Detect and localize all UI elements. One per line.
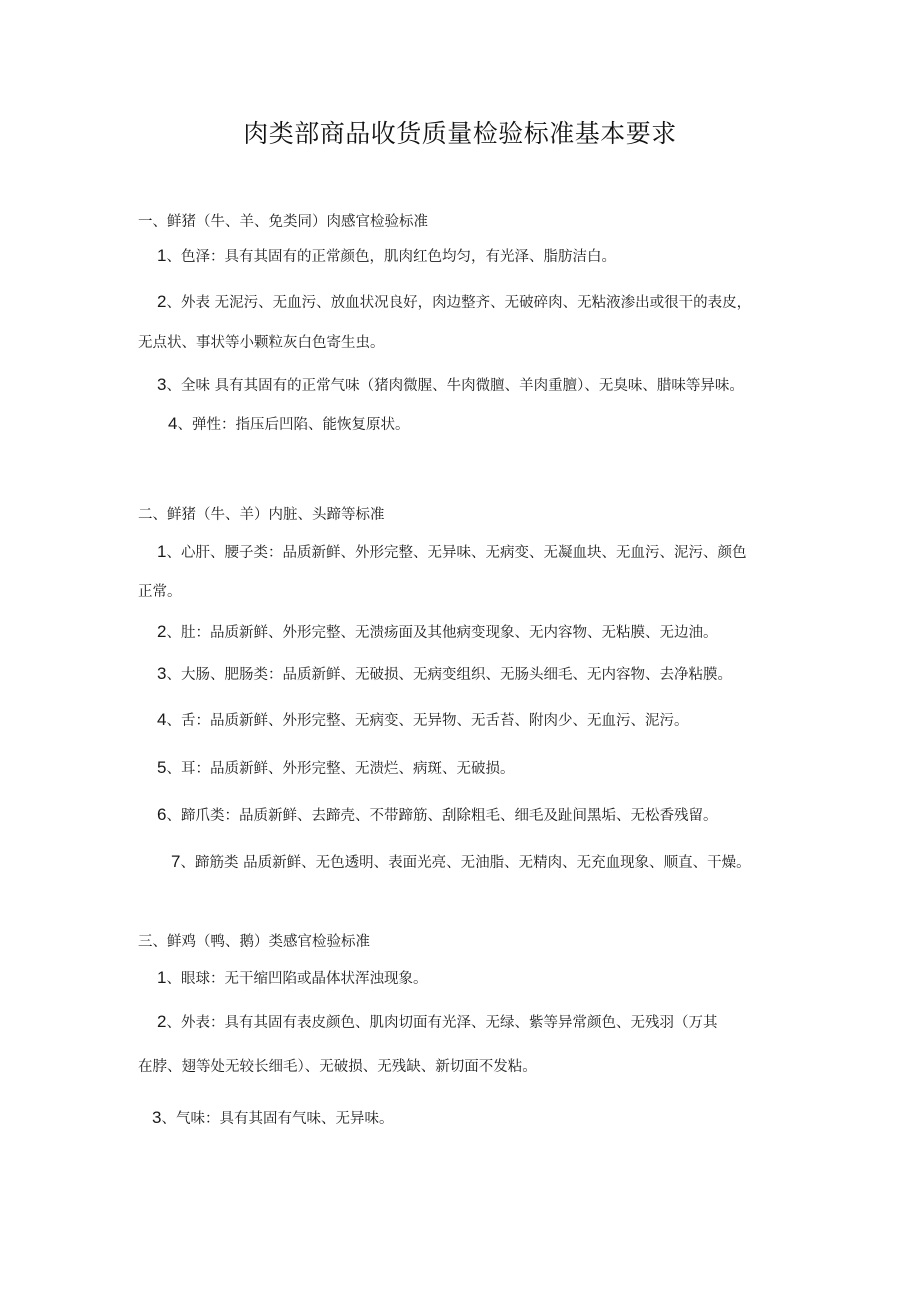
section-1-item-3 [157,375,744,396]
item-text: 、肚：品质新鲜、外形完整、无溃疡面及其他病变现象、无内容物、无粘膜、无边油。 [166,625,718,641]
section-2-item-1 [157,542,746,563]
item-text: 、全味 具有其固有的正常气味（猪肉微腥、牛肉微膻、羊肉重膻）、无臭味、腊味等异味。 [166,378,744,394]
item-number: 2 [157,622,167,641]
section-heading-1: 一、鲜猪（牛、羊、免类同）肉感官检验标准 [138,214,428,230]
item-number: 2 [157,292,167,311]
item-text: 、眼球：无干缩凹陷或晶体状浑浊现象。 [166,971,428,987]
item-number: 7 [171,852,181,871]
item-text: 、耳：品质新鲜、外形完整、无溃烂、病斑、无破损。 [166,761,515,777]
item-number: 1 [157,246,167,265]
item-text: 、蹄爪类：品质新鲜、去蹄壳、不带蹄筋、刮除粗毛、细毛及趾间黑垢、无松香残留。 [166,808,718,824]
document-title: 肉类部商品收货质量检验标准基本要求 [243,119,677,148]
section-2-item-2 [157,622,717,643]
item-number: 2 [157,1012,167,1031]
item-number: 3 [152,1108,162,1127]
section-1-item-2 [157,292,751,313]
section-heading-2: 二、鲜猪（牛、羊）内脏、头蹄等标准 [138,507,385,523]
item-text: 、气味：具有其固有气味、无异味。 [161,1111,394,1127]
item-number: 4 [157,710,167,729]
item-text: 、色泽：具有其固有的正常颜色，肌肉红色均匀，有光泽、脂肪洁白。 [166,249,616,265]
section-1-item-1 [157,246,616,267]
item-number: 3 [157,375,167,394]
item-number: 4 [168,414,178,433]
item-text: 、大肠、肥肠类：品质新鲜、无破损、无病变组织、无肠头细毛、无内容物、去净粘膜。 [166,667,732,683]
section-2-item-7 [171,852,751,873]
section-3-item-2 [157,1012,717,1033]
section-2-item-6 [157,805,717,826]
item-number: 1 [157,542,167,561]
section-2-item-5 [157,758,514,779]
item-text: 、外表：具有其固有表皮颜色、肌肉切面有光泽、无绿、紫等异常颜色、无残羽（万其 [166,1015,718,1031]
section-1-item-2-continued: 无点状、事状等小颗粒灰白色寄生虫。 [138,335,385,351]
item-number: 6 [157,805,167,824]
section-2-item-3 [157,664,732,685]
item-number: 3 [157,664,167,683]
section-2-item-4 [157,710,688,731]
section-2-item-1-continued: 正常。 [138,584,182,600]
section-3-item-1 [157,968,427,989]
section-heading-3: 三、鲜鸡（鸭、鹅）类感官检验标准 [138,934,370,950]
section-1-item-4 [168,414,409,435]
item-number: 1 [157,968,167,987]
item-text: 、弹性：指压后凹陷、能恢复原状。 [177,417,410,433]
item-text: 、心肝、腰子类：品质新鲜、外形完整、无异味、无病变、无凝血块、无血污、泥污、颜色 [166,545,747,561]
item-number: 5 [157,758,167,777]
item-text: 、舌：品质新鲜、外形完整、无病变、无异物、无舌苔、附肉少、无血污、泥污。 [166,713,689,729]
item-text: 、蹄筋类 品质新鲜、无色透明、表面光亮、无油脂、无精肉、无充血现象、顺直、干燥。 [180,855,751,871]
item-text: 、外表 无泥污、无血污、放血状况良好，肉边整齐、无破碎肉、无粘液渗出或很干的表皮， [166,295,752,311]
section-3-item-2-continued: 在脖、翅等处无较长细毛）、无破损、无残缺、新切面不发粘。 [138,1059,537,1075]
section-3-item-3 [152,1108,393,1129]
